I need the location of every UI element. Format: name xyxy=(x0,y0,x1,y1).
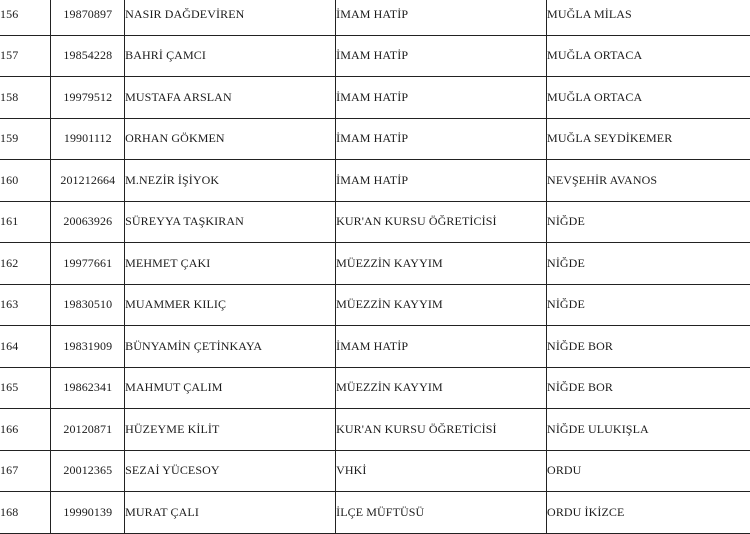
location-cell: MUĞLA ORTACA xyxy=(547,35,750,77)
position-cell: İMAM HATİP xyxy=(336,326,547,368)
full-name-cell: ORHAN GÖKMEN xyxy=(125,118,336,160)
table-row xyxy=(0,77,750,119)
position-cell: İMAM HATİP xyxy=(336,0,547,35)
table-row xyxy=(0,284,750,326)
full-name-cell: MEHMET ÇAKI xyxy=(125,243,336,285)
registry-number-cell: 19862341 xyxy=(51,367,125,409)
location-cell: NİĞDE xyxy=(547,284,750,326)
row-number-cell: 165 xyxy=(0,367,51,409)
location-cell: MUĞLA ORTACA xyxy=(547,77,750,119)
table-row xyxy=(0,118,750,160)
row-number-cell: 163 xyxy=(0,284,51,326)
table-row xyxy=(0,35,750,77)
full-name-cell: NASIR DAĞDEVİREN xyxy=(125,0,336,35)
full-name-cell: BAHRİ ÇAMCI xyxy=(125,35,336,77)
position-cell: KUR'AN KURSU ÖĞRETİCİSİ xyxy=(336,201,547,243)
position-cell: VHKİ xyxy=(336,450,547,492)
position-cell: MÜEZZİN KAYYIM xyxy=(336,243,547,285)
registry-number-cell: 19830510 xyxy=(51,284,125,326)
location-cell: NEVŞEHİR AVANOS xyxy=(547,160,750,202)
location-cell: NİĞDE xyxy=(547,243,750,285)
row-number-cell: 160 xyxy=(0,160,51,202)
position-cell: MÜEZZİN KAYYIM xyxy=(336,284,547,326)
location-cell: MUĞLA MİLAS xyxy=(547,0,750,35)
position-cell: İMAM HATİP xyxy=(336,77,547,119)
full-name-cell: MUSTAFA ARSLAN xyxy=(125,77,336,119)
row-number-cell: 166 xyxy=(0,409,51,451)
table-row xyxy=(0,326,750,368)
location-cell: ORDU İKİZCE xyxy=(547,492,750,534)
table-row xyxy=(0,450,750,492)
location-cell: MUĞLA SEYDİKEMER xyxy=(547,118,750,160)
full-name-cell: MURAT ÇALI xyxy=(125,492,336,534)
table-row xyxy=(0,243,750,285)
location-cell: NİĞDE xyxy=(547,201,750,243)
row-number-cell: 156 xyxy=(0,0,51,35)
table-row xyxy=(0,201,750,243)
registry-number-cell: 20120871 xyxy=(51,409,125,451)
row-number-cell: 158 xyxy=(0,77,51,119)
table-row xyxy=(0,367,750,409)
registry-number-cell: 19870897 xyxy=(51,0,125,35)
registry-number-cell: 19854228 xyxy=(51,35,125,77)
registry-number-cell: 201212664 xyxy=(51,160,125,202)
position-cell: İMAM HATİP xyxy=(336,118,547,160)
full-name-cell: SEZAİ YÜCESOY xyxy=(125,450,336,492)
position-cell: MÜEZZİN KAYYIM xyxy=(336,367,547,409)
registry-number-cell: 19901112 xyxy=(51,118,125,160)
full-name-cell: BÜNYAMİN ÇETİNKAYA xyxy=(125,326,336,368)
full-name-cell: MUAMMER KILIÇ xyxy=(125,284,336,326)
row-number-cell: 161 xyxy=(0,201,51,243)
position-cell: İMAM HATİP xyxy=(336,35,547,77)
row-number-cell: 159 xyxy=(0,118,51,160)
position-cell: İMAM HATİP xyxy=(336,160,547,202)
registry-number-cell: 19977661 xyxy=(51,243,125,285)
full-name-cell: MAHMUT ÇALIM xyxy=(125,367,336,409)
location-cell: NİĞDE ULUKIŞLA xyxy=(547,409,750,451)
row-number-cell: 162 xyxy=(0,243,51,285)
table-row xyxy=(0,492,750,534)
registry-number-cell: 20012365 xyxy=(51,450,125,492)
full-name-cell: M.NEZİR İŞİYOK xyxy=(125,160,336,202)
location-cell: NİĞDE BOR xyxy=(547,326,750,368)
position-cell: KUR'AN KURSU ÖĞRETİCİSİ xyxy=(336,409,547,451)
table-row xyxy=(0,0,750,35)
row-number-cell: 167 xyxy=(0,450,51,492)
position-cell: İLÇE MÜFTÜSÜ xyxy=(336,492,547,534)
row-number-cell: 157 xyxy=(0,35,51,77)
row-number-cell: 164 xyxy=(0,326,51,368)
table-row xyxy=(0,160,750,202)
registry-number-cell: 19990139 xyxy=(51,492,125,534)
location-cell: NİĞDE BOR xyxy=(547,367,750,409)
location-cell: ORDU xyxy=(547,450,750,492)
full-name-cell: SÜREYYA TAŞKIRAN xyxy=(125,201,336,243)
row-number-cell: 168 xyxy=(0,492,51,534)
full-name-cell: HÜZEYME KİLİT xyxy=(125,409,336,451)
table-row xyxy=(0,409,750,451)
registry-number-cell: 20063926 xyxy=(51,201,125,243)
registry-number-cell: 19979512 xyxy=(51,77,125,119)
registry-number-cell: 19831909 xyxy=(51,326,125,368)
